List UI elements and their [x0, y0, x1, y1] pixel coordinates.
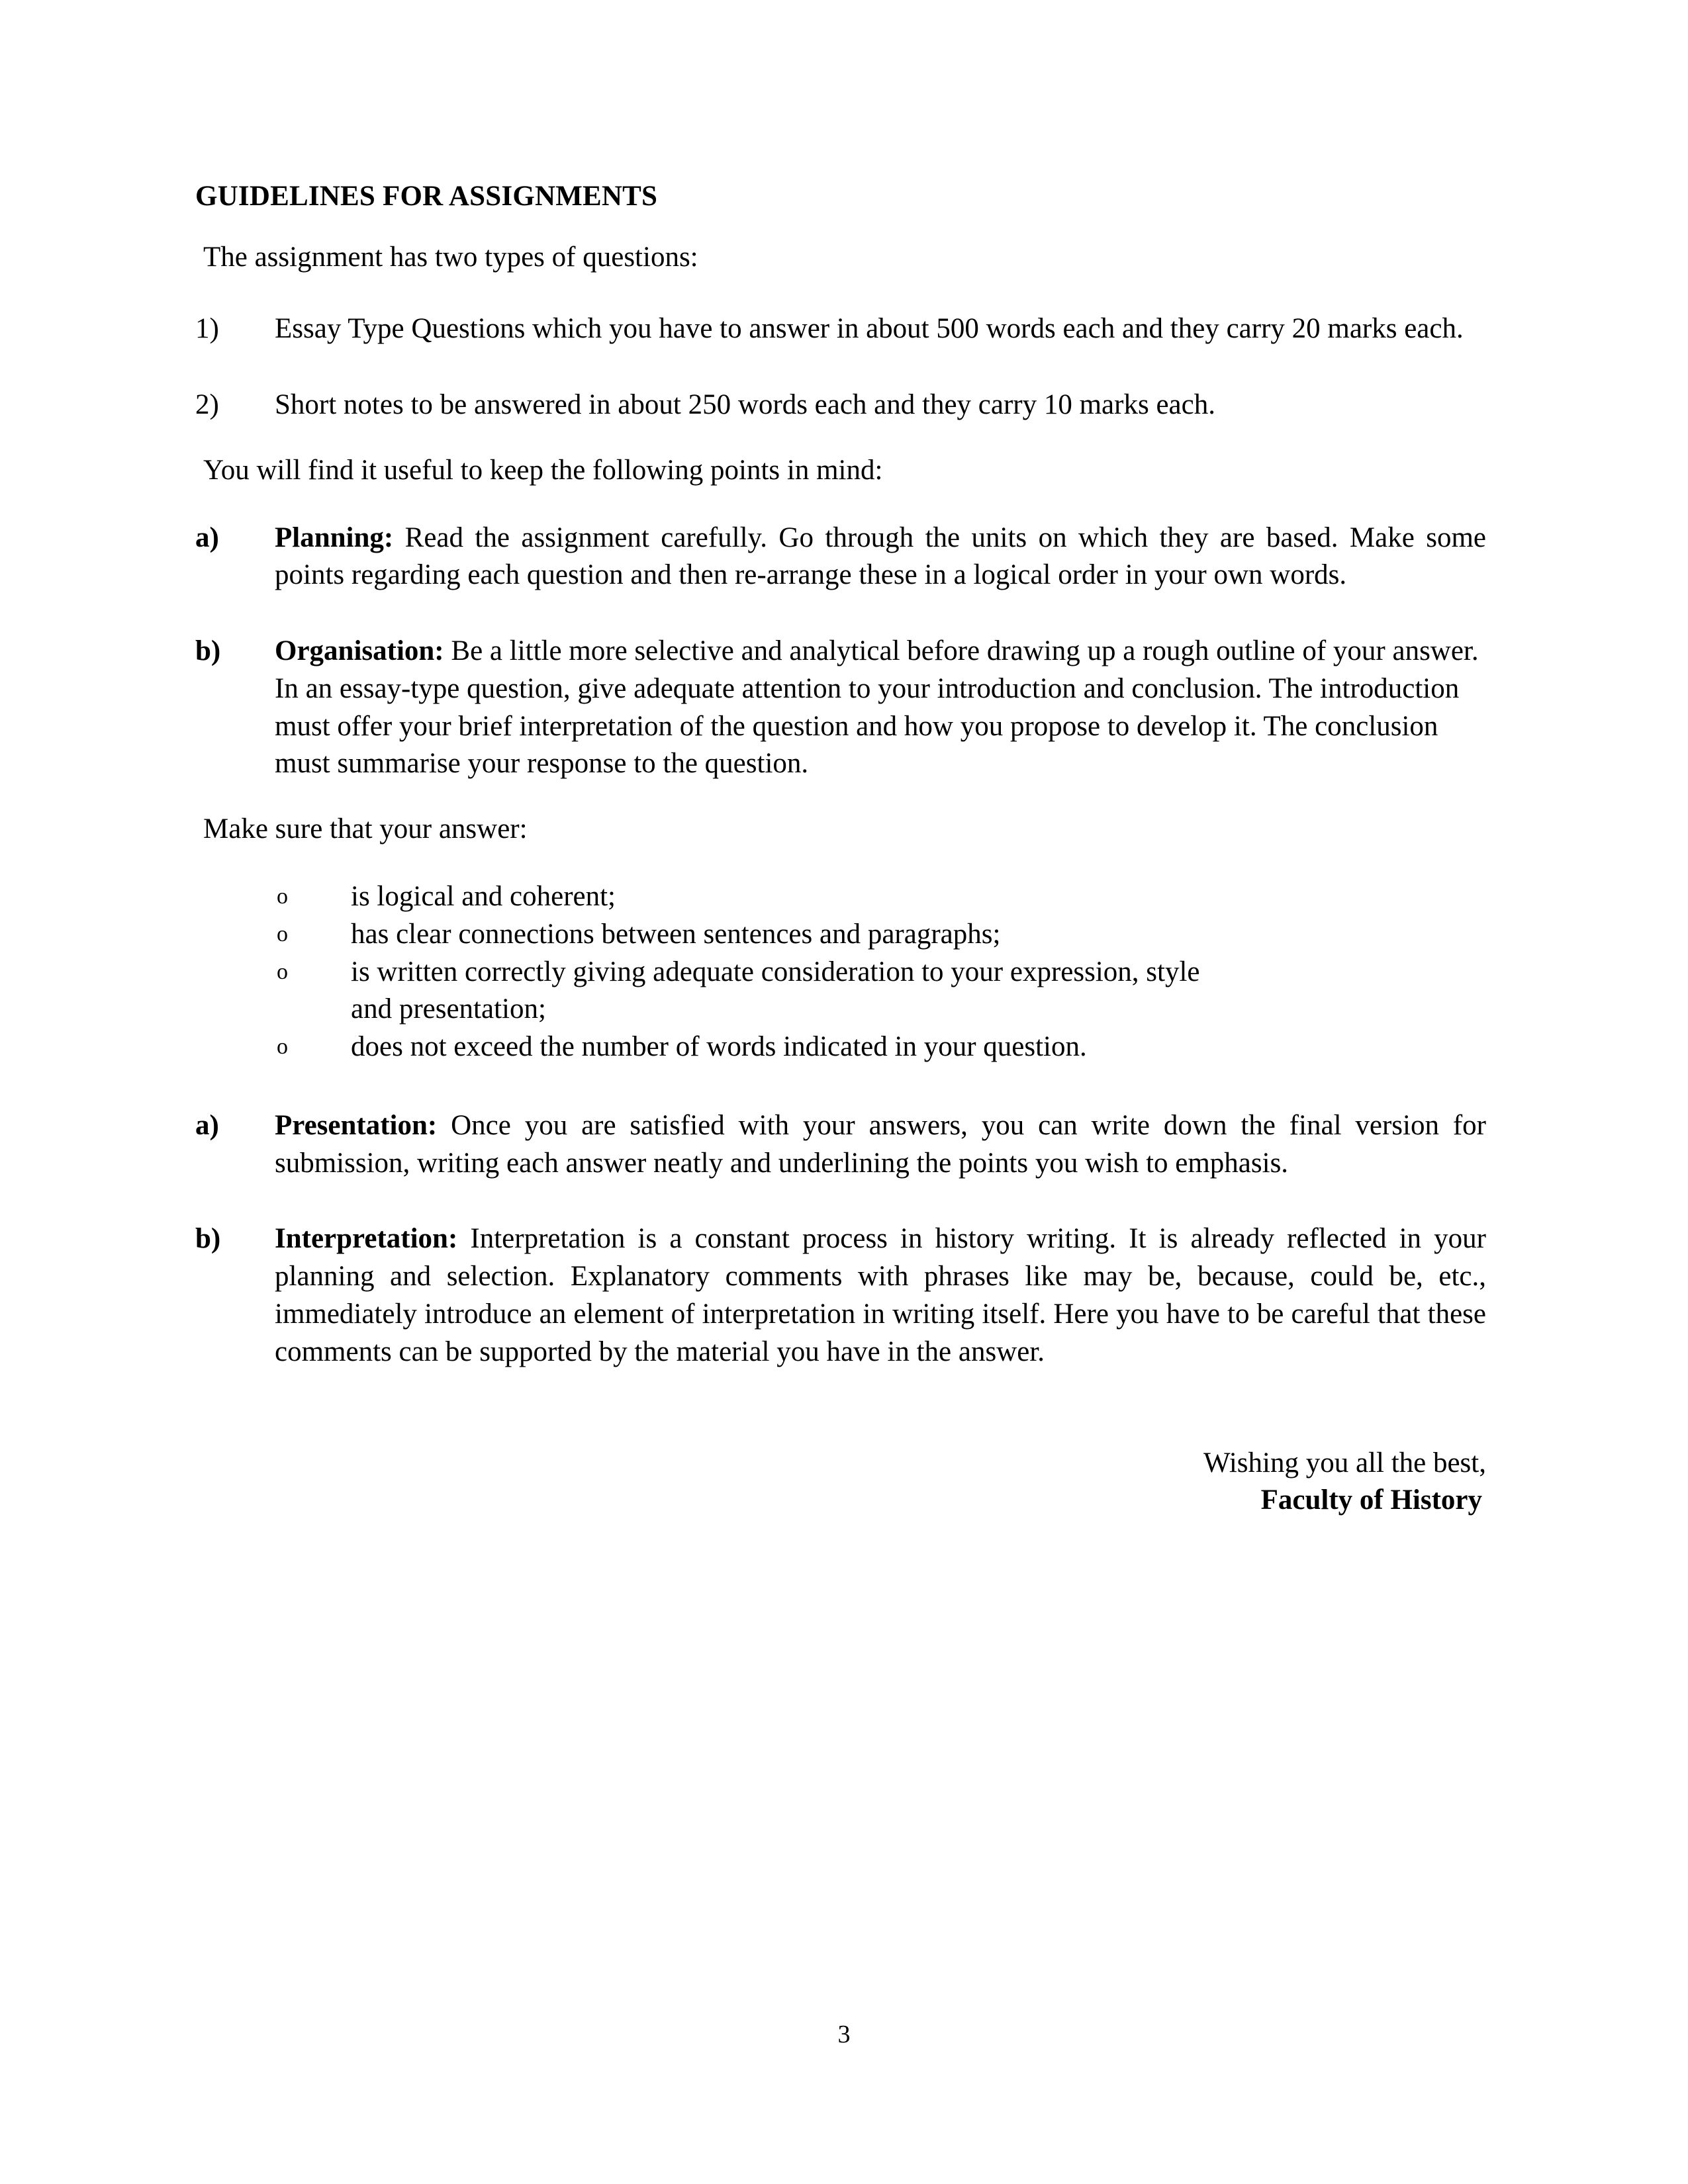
closing-block: [195, 1371, 1486, 1519]
point-body: [275, 633, 1486, 783]
point-label: Interpretation:: [275, 1223, 458, 1255]
spacer: [195, 1066, 1486, 1107]
points-intro-paragraph: You will find it useful to keep the following points in mind:: [203, 454, 883, 486]
circle-bullet-icon: o: [277, 884, 288, 909]
page-number: 3: [837, 2021, 851, 2048]
page-title: GUIDELINES FOR ASSIGNMENTS: [195, 181, 658, 212]
point-body: [275, 1220, 1486, 1371]
list-item-label: is logical and coherent;: [351, 881, 616, 913]
list-marker: a): [195, 1109, 219, 1141]
list-marker: 1): [195, 313, 219, 345]
intro-paragraph: The assignment has two types of questions:: [203, 242, 698, 273]
spacer: [195, 1182, 1486, 1220]
list-item: [277, 1028, 1486, 1066]
point-text: Be a little more selective and analytical before drawing up a rough outline of your answer. In an essay-type question, give adequate attention to your introduction and conclusion. The introduction must offer your brief interpretation of the question and how you propose to develop it. The conclusion must summarise your response to the question.: [275, 635, 1479, 780]
list-item-label: does not exceed the number of words indicated in your question.: [351, 1031, 1087, 1063]
point-text: Read the assignment carefully. Go through the units on which they are based. Make some points regarding each question and then re-arrange these in a logical order in your own words.: [275, 522, 1486, 591]
list-item-label: has clear connections between sentences and paragraphs;: [351, 918, 1001, 950]
faculty-signature: Faculty of History: [1260, 1484, 1482, 1516]
list-item-label: is written correctly giving adequate consideration to your expression, style and presentation;: [351, 956, 1200, 1025]
circle-bullet-icon: o: [277, 1034, 288, 1060]
question-type-item-1: [195, 310, 1486, 348]
list-marker: a): [195, 522, 219, 553]
spacer: [195, 348, 1486, 387]
list-marker: b): [195, 1223, 221, 1255]
question-type-text: Short notes to be answered in about 250 words each and they carry 10 marks each.: [275, 389, 1215, 421]
question-type-item-2: [195, 387, 1486, 424]
make-sure-intro: Make sure that your answer:: [203, 813, 528, 845]
point-label: Organisation:: [275, 635, 444, 667]
spacer: [195, 594, 1486, 633]
point-body: [275, 1107, 1486, 1183]
point-label: Planning:: [275, 522, 394, 553]
point-item-interpretation: [195, 1220, 1486, 1371]
sign-off-text: Wishing you all the best,: [1203, 1447, 1486, 1479]
spacer: [195, 276, 1486, 310]
point-item-presentation: [195, 1107, 1486, 1183]
question-type-text: Essay Type Questions which you have to answer in about 500 words each and they carry 20 marks each.: [275, 313, 1464, 345]
point-item-organisation: [195, 633, 1486, 783]
page-content: [195, 0, 1486, 1519]
list-item: [277, 916, 1486, 954]
list-item: [277, 954, 1486, 1029]
point-item-planning: [195, 520, 1486, 595]
point-label: Presentation:: [275, 1109, 438, 1141]
point-text: Interpretation is a constant process in history writing. It is already reflected in your planning and selection. Explanatory comments with phrases like may be, because, could be, etc., immediately introduce an element of interpretation in writing itself. Here you have to be careful that these comments can be supported by the material you have in the answer.: [275, 1223, 1486, 1367]
list-marker: b): [195, 635, 221, 667]
make-sure-bullet-list: [195, 848, 1486, 1066]
point-body: [275, 520, 1486, 595]
list-marker: 2): [195, 389, 219, 421]
point-text: Once you are satisfied with your answers, you can write down the final version for submission, writing each answer neatly and underlining the points you wish to emphasis.: [275, 1109, 1486, 1179]
spacer: [195, 489, 1486, 520]
circle-bullet-icon: o: [277, 959, 288, 984]
list-item: [277, 878, 1486, 916]
circle-bullet-icon: o: [277, 921, 288, 946]
